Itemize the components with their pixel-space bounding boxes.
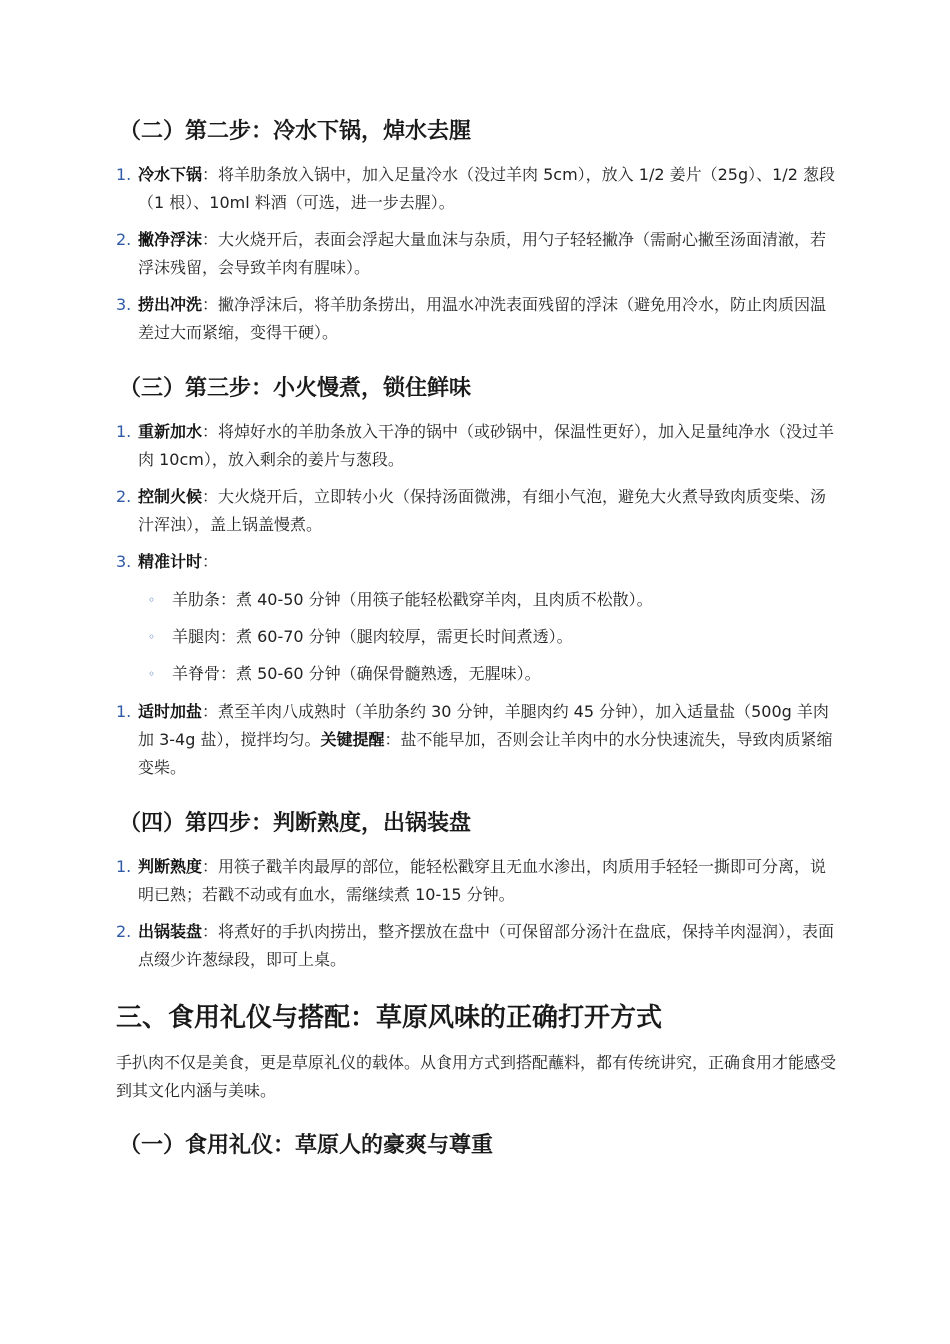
list-item: [116, 483, 836, 539]
label-separator: ：: [202, 857, 219, 876]
label-separator: ：: [202, 230, 219, 249]
list-number: 1.: [116, 165, 132, 184]
item-text: 用筷子戳羊肉最厚的部位，能轻松戳穿且无血水渗出，肉质用手轻轻一撕即可分离，说明已熟；若戳不动或有血水，需继续煮 10-15 分钟。: [138, 857, 827, 904]
item-text: 大火烧开后，表面会浮起大量血沫与杂质，用勺子轻轻撇净（需耐心撇至汤面清澈，若浮沫残留，会导致羊肉有腥味）。: [138, 230, 827, 277]
sub-item-text: 羊腿肉：煮 60-70 分钟（腿肉较厚，需更长时间煮透）。: [172, 627, 573, 646]
label-separator: ：: [202, 295, 219, 314]
section-heading-step3: （三）第三步：小火慢煮，锁住鲜味: [119, 376, 472, 401]
list-number: 3.: [116, 295, 132, 314]
sub-list-item: [148, 586, 828, 614]
label-separator: ：: [202, 922, 219, 941]
label-separator: ：: [202, 702, 219, 721]
list-number: 3.: [116, 552, 132, 571]
list-item: [116, 418, 836, 474]
item-label: 判断熟度: [138, 857, 203, 876]
chapter-intro-paragraph: 手扒肉不仅是美食，更是草原礼仪的载体。从食用方式到搭配蘸料，都有传统讲究，正确食用才能感受到其文化内涵与美味。: [116, 1053, 837, 1100]
list-item: [116, 918, 836, 974]
item-text: 大火烧开后，立即转小火（保持汤面微沸，有细小气泡，避免大火煮导致肉质变柴、汤汁浑浊），盖上锅盖慢煮。: [138, 487, 827, 534]
label-separator: ：: [202, 487, 219, 506]
list-number: 1.: [116, 702, 132, 721]
list-item: [116, 853, 836, 909]
item-label: 适时加盐: [138, 702, 203, 721]
sub-item-text: 羊脊骨：煮 50-60 分钟（确保骨髓熟透，无腥味）。: [172, 664, 541, 683]
label-separator: ：: [202, 552, 219, 571]
label-separator: ：: [384, 730, 401, 749]
list-number: 1.: [116, 857, 132, 876]
list-item: [116, 548, 836, 576]
section-heading-step2: （二）第二步：冷水下锅，焯水去腥: [119, 119, 472, 144]
list-number: 2.: [116, 922, 132, 941]
list-item: [116, 161, 836, 217]
item-label: 捞出冲洗: [138, 295, 203, 314]
list-number: 2.: [116, 230, 132, 249]
list-item: [116, 226, 836, 282]
bullet-icon: ◦: [148, 593, 156, 607]
section-heading-etiquette: （一）食用礼仪：草原人的豪爽与尊重: [119, 1133, 494, 1158]
list-item: [116, 698, 836, 782]
label-separator: ：: [202, 165, 219, 184]
bullet-icon: ◦: [148, 667, 156, 681]
item-label: 控制火候: [138, 487, 203, 506]
label-separator: ：: [202, 422, 219, 441]
list-number: 2.: [116, 487, 132, 506]
chapter-heading: 三、食用礼仪与搭配：草原风味的正确打开方式: [116, 1003, 663, 1033]
list-number: 1.: [116, 422, 132, 441]
item-label: 重新加水: [138, 422, 203, 441]
section-heading-step4: （四）第四步：判断熟度，出锅装盘: [119, 811, 472, 836]
item-text: 撇净浮沫后，将羊肋条捞出，用温水冲洗表面残留的浮沫（避免用冷水，防止肉质因温差过大而紧缩，变得干硬）。: [138, 295, 827, 342]
item-label: 撇净浮沫: [138, 230, 203, 249]
item-text: 将焯好水的羊肋条放入干净的锅中（或砂锅中，保温性更好），加入足量纯净水（没过羊肉 10cm），放入剩余的姜片与葱段。: [138, 422, 835, 469]
bullet-icon: ◦: [148, 630, 156, 644]
sub-item-text: 羊肋条：煮 40-50 分钟（用筷子能轻松戳穿羊肉，且肉质不松散）。: [172, 590, 653, 609]
item-label: 精准计时: [138, 552, 203, 571]
key-reminder-label: 关键提醒: [320, 730, 385, 749]
list-item: [116, 291, 836, 347]
item-label: 出锅装盘: [138, 922, 203, 941]
item-text: 将煮好的手扒肉捞出，整齐摆放在盘中（可保留部分汤汁在盘底，保持羊肉湿润），表面点缀少许葱绿段，即可上桌。: [138, 922, 835, 969]
sub-list-item: [148, 660, 828, 688]
sub-list-item: [148, 623, 828, 651]
item-label: 冷水下锅: [138, 165, 203, 184]
key-reminder-text: 盐不能早加，否则会让羊肉中的水分快速流失，导致肉质紧缩变柴。: [138, 730, 833, 777]
item-text: 将羊肋条放入锅中，加入足量冷水（没过羊肉 5cm），放入 1/2 姜片（25g）、1/2 葱段（1 根）、10ml 料酒（可选，进一步去腥）。: [138, 165, 835, 212]
item-text: 煮至羊肉八成熟时（羊肋条约 30 分钟，羊腿肉约 45 分钟），加入适量盐（500g 羊肉加 3-4g 盐），搅拌均匀。: [138, 702, 829, 749]
